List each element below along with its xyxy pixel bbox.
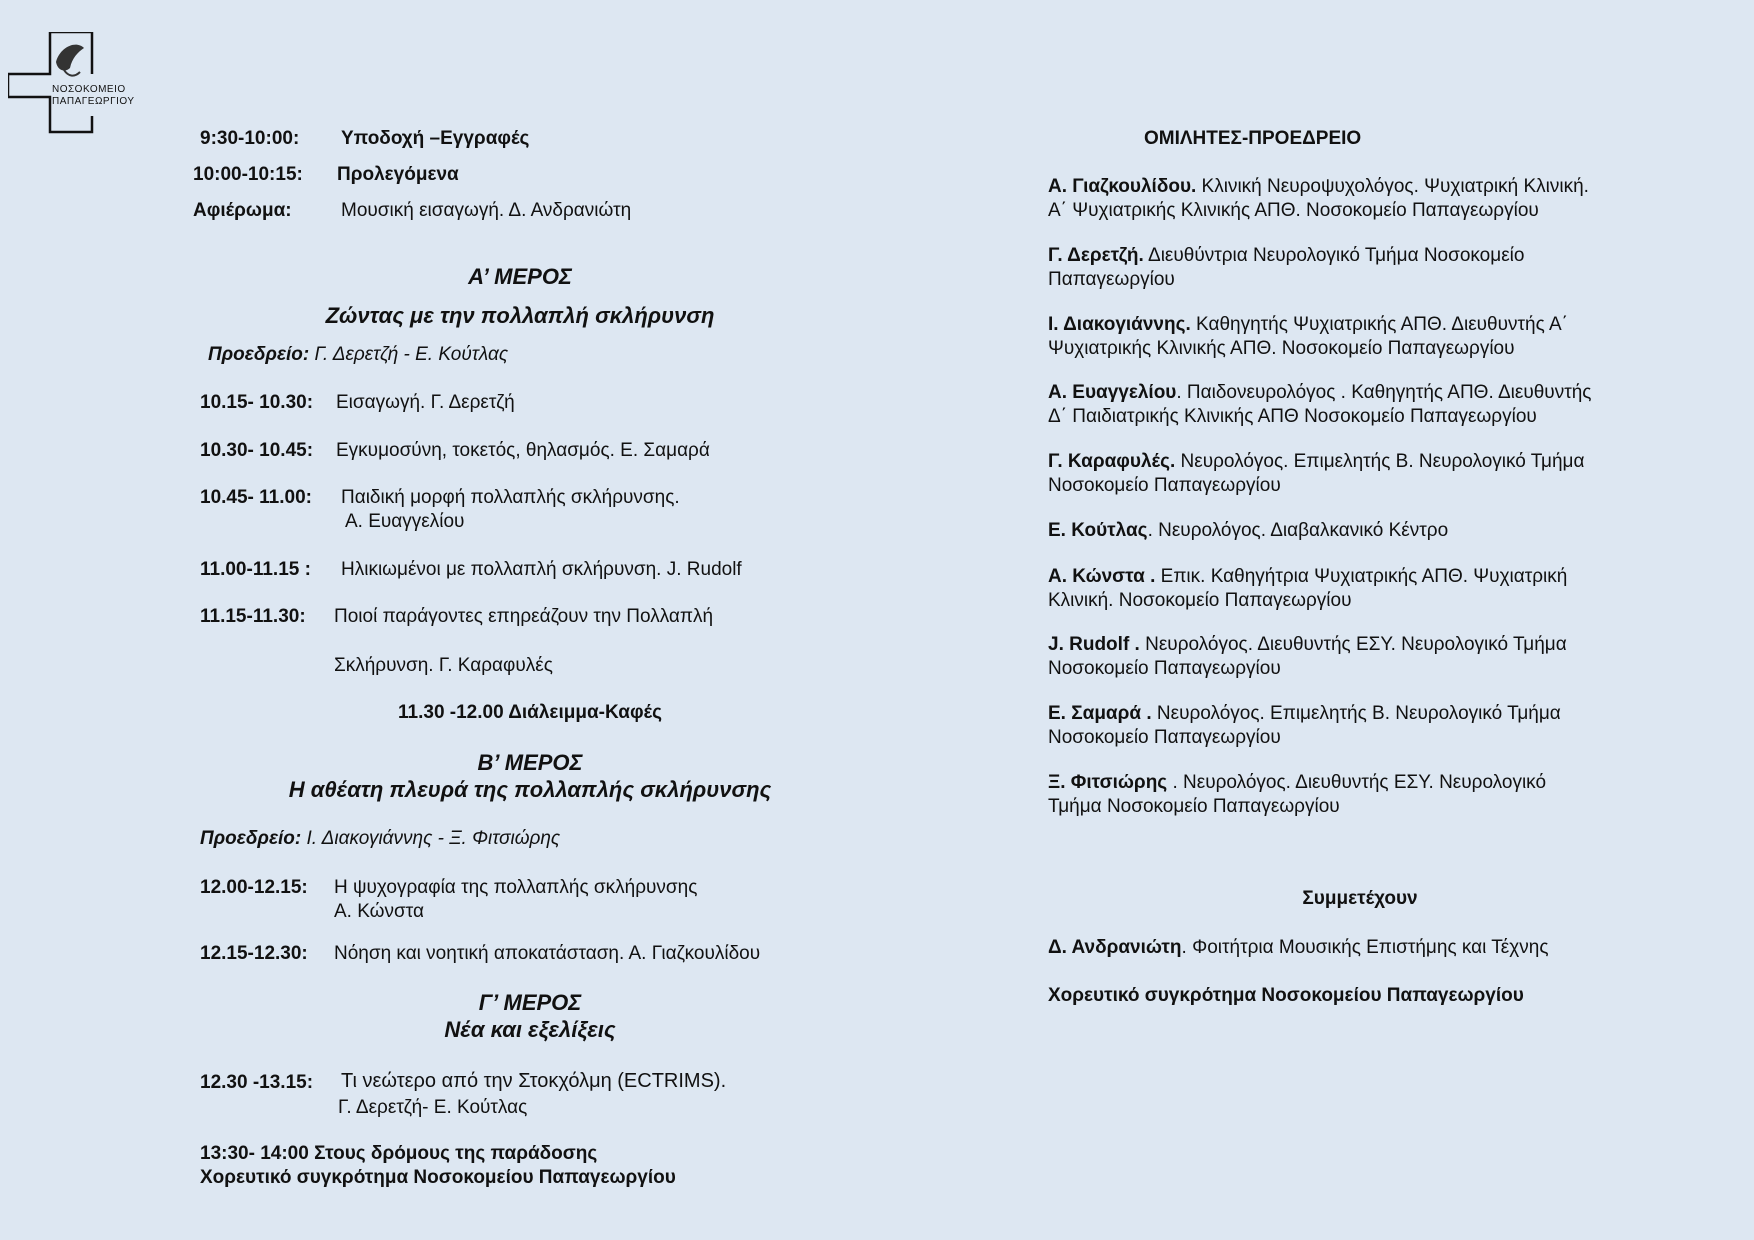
part-a-heading: Α’ ΜΕΡΟΣ bbox=[468, 264, 572, 289]
speaker-desc: Παπαγεωργίου bbox=[1048, 269, 1175, 290]
speaker-entry bbox=[1048, 702, 1688, 750]
session-speaker: Α. Κώνστα bbox=[334, 901, 424, 922]
speaker-desc: Ψυχιατρικής Κλινικής ΑΠΘ. Νοσοκομείο Παπαγεωργίου bbox=[1048, 338, 1515, 359]
speaker-desc: Νευρολόγος. Επιμελητής Β. Νευρολογικό Τμήμα bbox=[1151, 703, 1561, 724]
speaker-entry bbox=[1048, 313, 1688, 361]
session-time: 11.00-11.15 : bbox=[200, 559, 311, 580]
intro-time-2: 10:00-10:15: bbox=[193, 164, 303, 185]
speaker-name: Α. Κώνστα . bbox=[1048, 566, 1156, 587]
session-title: Τι νεώτερο από την Στοκχόλμη (ECTRIMS). bbox=[341, 1070, 727, 1092]
speaker-name: Ξ. Φιτσιώρης bbox=[1048, 772, 1168, 793]
speaker-name: J. Rudolf . bbox=[1048, 634, 1140, 655]
speaker-desc: Καθηγητής Ψυχιατρικής ΑΠΘ. Διευθυντής Α΄ bbox=[1190, 314, 1568, 335]
speaker-name: Α. Γιαζκουλίδου. bbox=[1048, 176, 1197, 197]
chair-names: Γ. Δερετζή - Ε. Κούτλας bbox=[314, 344, 509, 365]
speaker-desc: Α΄ Ψυχιατρικής Κλινικής ΑΠΘ. Νοσοκομείο Παπαγεωργίου bbox=[1048, 200, 1539, 221]
speaker-entry bbox=[1048, 381, 1688, 429]
session-speaker: Σκλήρυνση. Γ. Καραφυλές bbox=[334, 655, 553, 676]
participant-group: Χορευτικό συγκρότημα Νοσοκομείου Παπαγεωργίου bbox=[1048, 985, 1524, 1006]
participants-heading: Συμμετέχουν bbox=[1302, 888, 1418, 909]
hospital-logo bbox=[8, 32, 138, 152]
speaker-desc: Κλινική. Νοσοκομείο Παπαγεωργίου bbox=[1048, 590, 1352, 611]
part-b-chair bbox=[200, 828, 560, 850]
speaker-entry bbox=[1048, 244, 1688, 292]
speaker-entry bbox=[1048, 633, 1688, 681]
speaker-desc: Δ΄ Παιδιατρικής Κλινικής ΑΠΘ Νοσοκομείο Παπαγεωργίου bbox=[1048, 406, 1537, 427]
speakers-heading: ΟΜΙΛΗΤΕΣ-ΠΡΟΕΔΡΕΙΟ bbox=[1144, 128, 1362, 149]
session-title: Ποιοί παράγοντες επηρεάζουν την Πολλαπλή bbox=[334, 606, 714, 627]
session-time: 10.15- 10.30: bbox=[200, 392, 314, 413]
part-c-subtitle: Νέα και εξελίξεις bbox=[444, 1017, 616, 1042]
speaker-name: Α. Ευαγγελίου bbox=[1048, 382, 1177, 403]
chair-label: Προεδρείο: bbox=[208, 344, 310, 365]
session-speaker: Γ. Δερετζή- Ε. Κούτλας bbox=[338, 1097, 528, 1118]
speaker-name: Ε. Κούτλας bbox=[1048, 520, 1148, 541]
logo-text-line1: ΝΟΣΟΚΟΜΕΙΟ bbox=[52, 84, 126, 95]
speaker-desc: . Νευρολόγος. Διευθυντής ΕΣΥ. Νευρολογικό bbox=[1167, 772, 1547, 793]
session-title: Η ψυχογραφία της πολλαπλής σκλήρυνσης bbox=[334, 877, 698, 898]
speaker-name: Ε. Σαμαρά . bbox=[1048, 703, 1152, 724]
closing-line2: Χορευτικό συγκρότημα Νοσοκομείου Παπαγεωργίου bbox=[200, 1167, 676, 1188]
speaker-desc: Κλινική Νευροψυχολόγος. Ψυχιατρική Κλινική. bbox=[1196, 176, 1589, 197]
speaker-desc: Επικ. Καθηγήτρια Ψυχιατρικής ΑΠΘ. Ψυχιατρική bbox=[1155, 566, 1568, 587]
speaker-desc: Νοσοκομείο Παπαγεωργίου bbox=[1048, 727, 1281, 748]
session-time: 12.15-12.30: bbox=[200, 943, 308, 964]
speaker-desc: Νοσοκομείο Παπαγεωργίου bbox=[1048, 475, 1281, 496]
speaker-entry bbox=[1048, 450, 1688, 498]
speaker-desc: Διευθύντρια Νευρολογικό Τμήμα Νοσοκομείο bbox=[1143, 245, 1525, 266]
intro-time-1: 9:30-10:00: bbox=[200, 128, 300, 149]
intro-title-2: Προλεγόμενα bbox=[337, 164, 459, 185]
intro-label-3: Αφιέρωμα: bbox=[193, 200, 292, 221]
session-speaker: Α. Ευαγγελίου bbox=[345, 511, 465, 532]
session-title: Εγκυμοσύνη, τοκετός, θηλασμός. Ε. Σαμαρά bbox=[336, 440, 710, 461]
session-time: 10.30- 10.45: bbox=[200, 440, 314, 461]
session-title: Ηλικιωμένοι με πολλαπλή σκλήρυνση. J. Rudolf bbox=[341, 559, 742, 580]
speaker-entry bbox=[1048, 771, 1688, 819]
session-time: 10.45- 11.00: bbox=[200, 487, 312, 508]
participant-name: Δ. Ανδρανιώτη bbox=[1048, 937, 1182, 958]
intro-title-3: Μουσική εισαγωγή. Δ. Ανδρανιώτη bbox=[341, 200, 632, 221]
session-time: 12.30 -13.15: bbox=[200, 1072, 314, 1093]
participant-entry bbox=[1048, 937, 1548, 959]
session-title: Παιδική μορφή πολλαπλής σκλήρυνσης. bbox=[341, 487, 680, 508]
logo-text-line2: ΠΑΠΑΓΕΩΡΓΙΟΥ bbox=[52, 96, 135, 107]
coffee-break: 11.30 -12.00 Διάλειμμα-Καφές bbox=[398, 702, 662, 723]
speaker-name: Γ. Καραφυλές. bbox=[1048, 451, 1176, 472]
chair-names: Ι. Διακογιάννης - Ξ. Φιτσιώρης bbox=[306, 828, 561, 849]
session-time: 11.15-11.30: bbox=[200, 606, 306, 627]
chair-label: Προεδρείο: bbox=[200, 828, 302, 849]
speaker-entry bbox=[1048, 565, 1688, 613]
speaker-entry bbox=[1048, 175, 1688, 223]
session-time: 12.00-12.15: bbox=[200, 877, 308, 898]
speaker-desc: Νευρολόγος. Επιμελητής Β. Νευρολογικό Τμήμα bbox=[1175, 451, 1585, 472]
part-a-chair bbox=[208, 344, 508, 366]
speaker-desc: . Παιδονευρολόγος . Καθηγητής ΑΠΘ. Διευθυντής bbox=[1176, 382, 1592, 403]
part-b-subtitle: Η αθέατη πλευρά της πολλαπλής σκλήρυνσης bbox=[288, 777, 772, 802]
speaker-desc: Τμήμα Νοσοκομείο Παπαγεωργίου bbox=[1048, 796, 1340, 817]
part-b-heading: Β’ ΜΕΡΟΣ bbox=[477, 750, 583, 775]
speaker-desc: . Νευρολόγος. Διαβαλκανικό Κέντρο bbox=[1147, 520, 1449, 541]
part-a-subtitle: Ζώντας με την πολλαπλή σκλήρυνση bbox=[325, 303, 715, 328]
participant-desc: . Φοιτήτρια Μουσικής Επιστήμης και Τέχνης bbox=[1181, 937, 1549, 958]
session-title: Νόηση και νοητική αποκατάσταση. Α. Γιαζκουλίδου bbox=[334, 943, 761, 964]
part-c-heading: Γ’ ΜΕΡΟΣ bbox=[478, 990, 582, 1015]
speaker-desc: Νοσοκομείο Παπαγεωργίου bbox=[1048, 658, 1281, 679]
speaker-name: Γ. Δερετζή. bbox=[1048, 245, 1144, 266]
speaker-entry bbox=[1048, 519, 1688, 543]
intro-title-1: Υποδοχή –Εγγραφές bbox=[341, 128, 530, 149]
closing-line1: 13:30- 14:00 Στους δρόμους της παράδοσης bbox=[200, 1143, 598, 1164]
session-title: Εισαγωγή. Γ. Δερετζή bbox=[336, 392, 515, 413]
speaker-name: Ι. Διακογιάννης. bbox=[1048, 314, 1191, 335]
speaker-desc: Νευρολόγος. Διευθυντής ΕΣΥ. Νευρολογικό Τμήμα bbox=[1139, 634, 1567, 655]
